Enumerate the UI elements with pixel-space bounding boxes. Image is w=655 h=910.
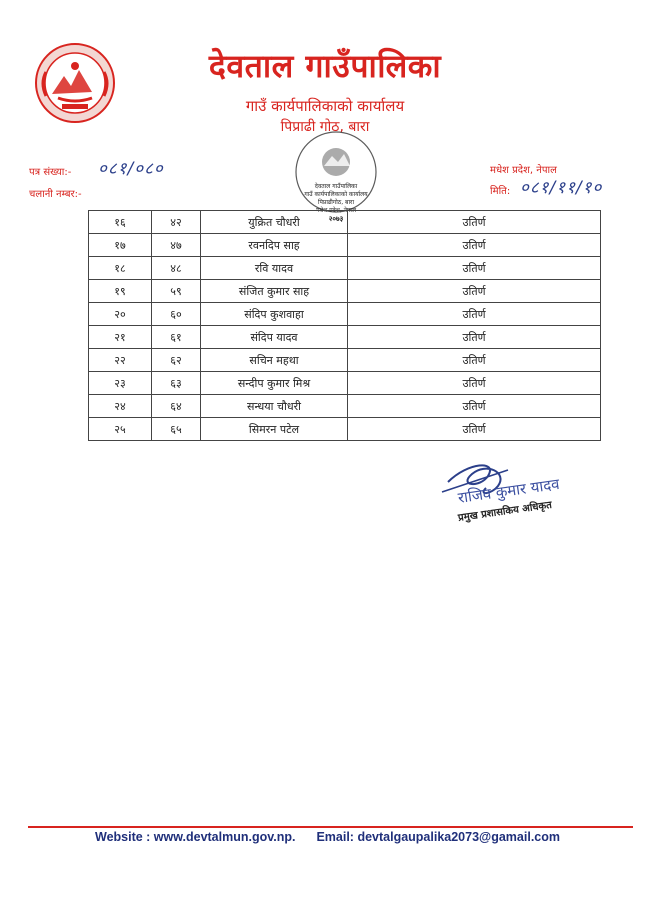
cell-result: उतिर्ण [348,234,601,257]
stamp-line3: पिप्राढीगोठ, बारा [317,199,355,206]
cell-result: उतिर्ण [348,418,601,441]
table-row [89,303,601,326]
stamp-year: २०७३ [328,215,344,223]
cell-serial: २३ [89,372,152,395]
footer-email[interactable]: Email: devtalgaupalika2073@gamail.com [316,830,560,844]
cell-serial: २० [89,303,152,326]
cell-serial: २१ [89,326,152,349]
cell-name: सिमरन पटेल [201,418,348,441]
nepal-emblem-logo [34,42,116,124]
patra-sankhya-value: ०८१/०८० [98,159,164,179]
cell-name: सचिन महथा [201,349,348,372]
cell-name: संजित कुमार साह [201,280,348,303]
stamp-line1: देवताल गाउँपालिका [314,183,358,190]
results-table [88,210,601,441]
date-label: मिति: [490,186,511,197]
footer [0,830,655,844]
table-row [89,395,601,418]
results-table-body [89,211,601,441]
cell-name: युक्रित चौधरी [201,211,348,234]
cell-result: उतिर्ण [348,349,601,372]
cell-serial: १६ [89,211,152,234]
cell-name: संदिप कुशवाहा [201,303,348,326]
footer-divider [28,826,633,828]
cell-serial: २४ [89,395,152,418]
cell-result: उतिर्ण [348,257,601,280]
table-row [89,326,601,349]
table-row [89,349,601,372]
signatory-title: प्रमुख प्रशासकिय अधिकृत [457,499,553,524]
footer-website[interactable]: Website : www.devtalmun.gov.np. [95,830,296,844]
cell-roll: ४७ [152,234,201,257]
office-address: पिप्राढी गोठ, बारा [280,119,370,135]
cell-roll: ६५ [152,418,201,441]
cell-result: उतिर्ण [348,303,601,326]
table-row [89,372,601,395]
cell-roll: ४२ [152,211,201,234]
table-row [89,418,601,441]
cell-name: सन्दीप कुमार मिश्र [201,372,348,395]
cell-roll: ६० [152,303,201,326]
cell-result: उतिर्ण [348,326,601,349]
cell-serial: १७ [89,234,152,257]
cell-name: सन्धया चौधरी [201,395,348,418]
patra-sankhya-label: पत्र संख्या:- [29,167,72,178]
cell-serial: १८ [89,257,152,280]
cell-roll: ६१ [152,326,201,349]
province-label: मधेश प्रदेश, नेपाल [490,165,557,176]
office-subtitle: गाउँ कार्यपालिकाको कार्यालय [245,97,405,115]
cell-roll: ४८ [152,257,201,280]
cell-roll: ५९ [152,280,201,303]
table-row [89,234,601,257]
office-title: देवताल गाउँपालिका [208,47,442,85]
cell-roll: ६४ [152,395,201,418]
stamp-line4: मधेश प्रदेश, नेपाल [315,207,357,214]
cell-roll: ६३ [152,372,201,395]
table-row [89,257,601,280]
cell-result: उतिर्ण [348,395,601,418]
signatory-name: राजिव कुमार यादव [456,474,561,507]
cell-result: उतिर्ण [348,372,601,395]
table-row [89,280,601,303]
cell-serial: १९ [89,280,152,303]
cell-name: संदिप यादव [201,326,348,349]
cell-serial: २५ [89,418,152,441]
date-value: ०८१/११/१० [520,178,603,198]
stamp-line2: गाउँ कार्यपालिकाको कार्यालय [304,191,368,198]
cell-result: उतिर्ण [348,211,601,234]
cell-serial: २२ [89,349,152,372]
table-row [89,211,601,234]
cell-name: रवि यादव [201,257,348,280]
cell-result: उतिर्ण [348,280,601,303]
cell-name: रवनदिप साह [201,234,348,257]
cell-roll: ६२ [152,349,201,372]
chalani-label: चलानी नम्बर:- [29,189,82,200]
